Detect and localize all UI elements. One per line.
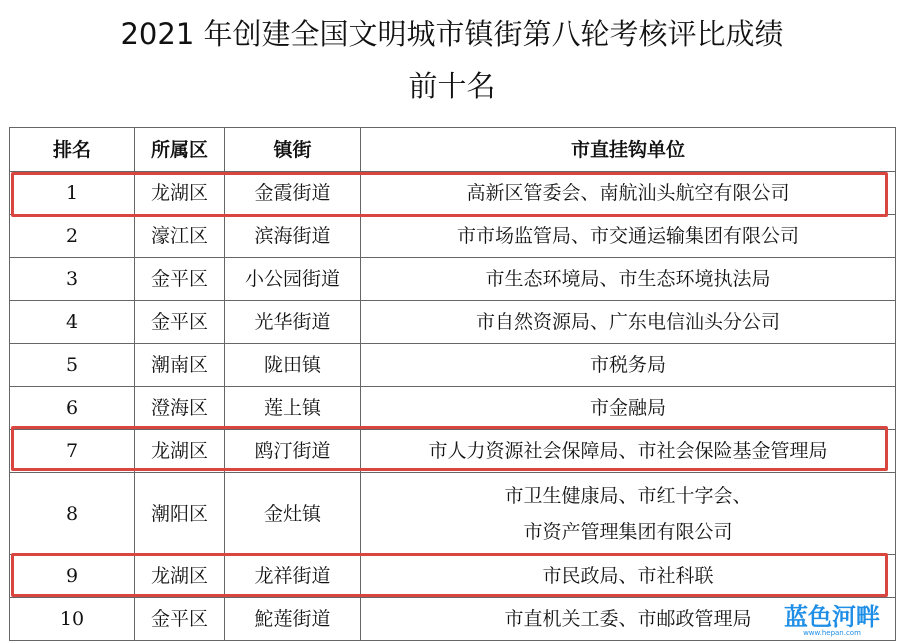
watermark-sub: www.hepan.com xyxy=(803,629,861,637)
district-cell: 濠江区 xyxy=(135,215,225,258)
town-cell: 莲上镇 xyxy=(225,387,361,430)
district-cell: 金平区 xyxy=(135,301,225,344)
units-cell: 市生态环境局、市生态环境执法局 xyxy=(361,258,896,301)
town-cell: 光华街道 xyxy=(225,301,361,344)
units-cell xyxy=(361,473,896,555)
table-row xyxy=(10,598,896,641)
rank-cell: 2 xyxy=(10,215,135,258)
rank-cell: 6 xyxy=(10,387,135,430)
rank-cell: 10 xyxy=(10,598,135,641)
rank-cell: 1 xyxy=(10,172,135,215)
town-cell: 滨海街道 xyxy=(225,215,361,258)
rank-cell: 3 xyxy=(10,258,135,301)
table-row xyxy=(10,172,896,215)
table-row xyxy=(10,387,896,430)
units-cell: 市市场监管局、市交通运输集团有限公司 xyxy=(361,215,896,258)
table-header-row xyxy=(10,128,896,172)
table-row xyxy=(10,215,896,258)
rank-cell: 9 xyxy=(10,555,135,598)
rank-cell: 5 xyxy=(10,344,135,387)
units-cell: 市民政局、市社科联 xyxy=(361,555,896,598)
district-cell: 潮阳区 xyxy=(135,473,225,555)
header-town: 镇街 xyxy=(225,128,361,172)
district-cell: 潮南区 xyxy=(135,344,225,387)
ranking-table xyxy=(9,127,896,641)
header-rank: 排名 xyxy=(10,128,135,172)
rank-cell: 8 xyxy=(10,473,135,555)
town-cell: 鮀莲街道 xyxy=(225,598,361,641)
page-title: 2021 年创建全国文明城市镇街第八轮考核评比成绩 xyxy=(120,17,784,51)
units-line-1: 市卫生健康局、市红十字会、 xyxy=(504,484,752,507)
units-cell: 市自然资源局、广东电信汕头分公司 xyxy=(361,301,896,344)
table-row xyxy=(10,555,896,598)
town-cell: 金灶镇 xyxy=(225,473,361,555)
units-line-2: 市资产管理集团有限公司 xyxy=(523,520,733,543)
district-cell: 澄海区 xyxy=(135,387,225,430)
units-cell: 市金融局 xyxy=(361,387,896,430)
district-cell: 龙湖区 xyxy=(135,430,225,473)
table-row xyxy=(10,301,896,344)
table-row xyxy=(10,344,896,387)
district-cell: 金平区 xyxy=(135,598,225,641)
district-cell: 龙湖区 xyxy=(135,172,225,215)
header-units: 市直挂钩单位 xyxy=(361,128,896,172)
table-row xyxy=(10,473,896,555)
watermark-logo xyxy=(768,599,896,637)
rank-cell: 4 xyxy=(10,301,135,344)
units-cell: 高新区管委会、南航汕头航空有限公司 xyxy=(361,172,896,215)
district-cell: 金平区 xyxy=(135,258,225,301)
units-cell: 市直机关工委、市邮政管理局 xyxy=(361,598,896,641)
rank-cell: 7 xyxy=(10,430,135,473)
watermark-text: 蓝色河畔 xyxy=(784,603,880,631)
town-cell: 鸥汀街道 xyxy=(225,430,361,473)
page-subtitle: 前十名 xyxy=(408,69,496,103)
town-cell: 金霞街道 xyxy=(225,172,361,215)
units-cell: 市税务局 xyxy=(361,344,896,387)
table-row xyxy=(10,430,896,473)
table-row xyxy=(10,258,896,301)
header-district: 所属区 xyxy=(135,128,225,172)
units-cell: 市人力资源社会保障局、市社会保险基金管理局 xyxy=(361,430,896,473)
district-cell: 龙湖区 xyxy=(135,555,225,598)
town-cell: 陇田镇 xyxy=(225,344,361,387)
town-cell: 小公园街道 xyxy=(225,258,361,301)
town-cell: 龙祥街道 xyxy=(225,555,361,598)
